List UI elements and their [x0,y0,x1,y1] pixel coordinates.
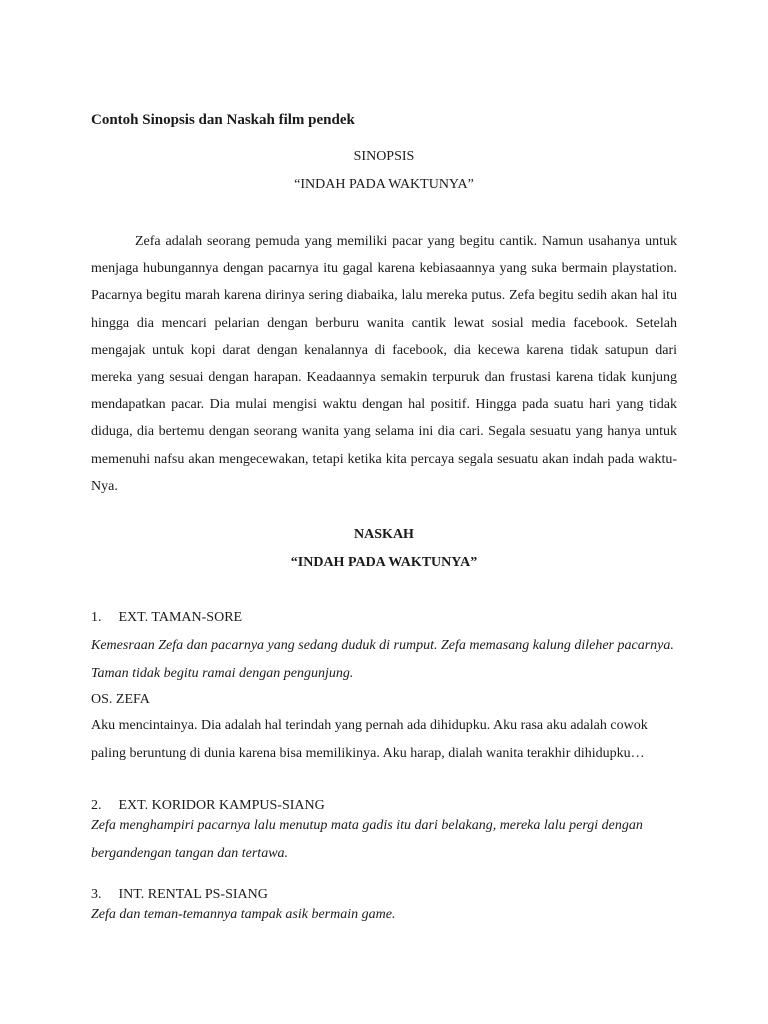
script-subtitle: “INDAH PADA WAKTUNYA” [290,555,478,570]
scene-action: Zefa menghampiri pacarnya lalu menutup mata gadis itu dari belakang, mereka lalu pergi dengan bergandengan tangan dan tertawa. [91,818,643,861]
scene-heading-text: INT. RENTAL PS-SIANG [118,887,268,902]
synopsis-subtitle: “INDAH PADA WAKTUNYA” [294,177,474,192]
scene-number: 1. [91,610,102,625]
synopsis-heading: SINOPSIS [353,149,415,164]
scene-number: 3. [91,887,102,902]
scene-heading [91,608,242,628]
scene-character: OS. ZEFA [91,692,150,707]
scene-heading-text: EXT. TAMAN-SORE [118,610,243,625]
synopsis-body: Zefa adalah seorang pemuda yang memiliki pacar yang begitu cantik. Namun usahanya untuk menjaga hubungannya dengan pacarnya itu gagal karena kebiasaannya yang suka bermain playstation. Pacarnya begitu marah karena dirinya sering diabaika, lalu mereka putus. Zefa begitu sedih akan hal itu hingga dia mencari pelarian dengan berburu wanita cantik lewat sosial media facebook. Setelah mengajak untuk kopi darat dengan kenalannya di facebook, dia kecewa karena tidak satupun dari mereka yang sesuai dengan harapan. Keadaannya semakin terpuruk dan frustasi karena tidak kunjung mendapatkan pacar. Dia mulai mengisi waktu dengan hal positif. Hingga pada suatu hari yang tidak diduga, dia bertemu dengan seorang wanita yang selama ini dia cari. Segala sesuatu yang hanya untuk memenuhi nafsu akan mengecewakan, tetapi ketika kita percaya segala sesuatu akan indah pada waktu-Nya. [91,234,677,494]
document-title: Contoh Sinopsis dan Naskah film pendek [91,112,355,128]
scene-heading-text: EXT. KORIDOR KAMPUS-SIANG [118,798,325,813]
scene-number: 2. [91,798,102,813]
scene-action: Zefa dan teman-temannya tampak asik bermain game. [91,907,396,922]
script-heading: NASKAH [354,527,414,542]
scene-action: Kemesraan Zefa dan pacarnya yang sedang duduk di rumput. Zefa memasang kalung dileher pacarnya. Taman tidak begitu ramai dengan pengunjung. [91,638,674,681]
scene-dialogue: Aku mencintainya. Dia adalah hal terindah yang pernah ada dihidupku. Aku rasa aku adalah cowok paling beruntung di dunia karena bisa memilikinya. Aku harap, dialah wanita terakhir dihidupku… [91,718,648,761]
